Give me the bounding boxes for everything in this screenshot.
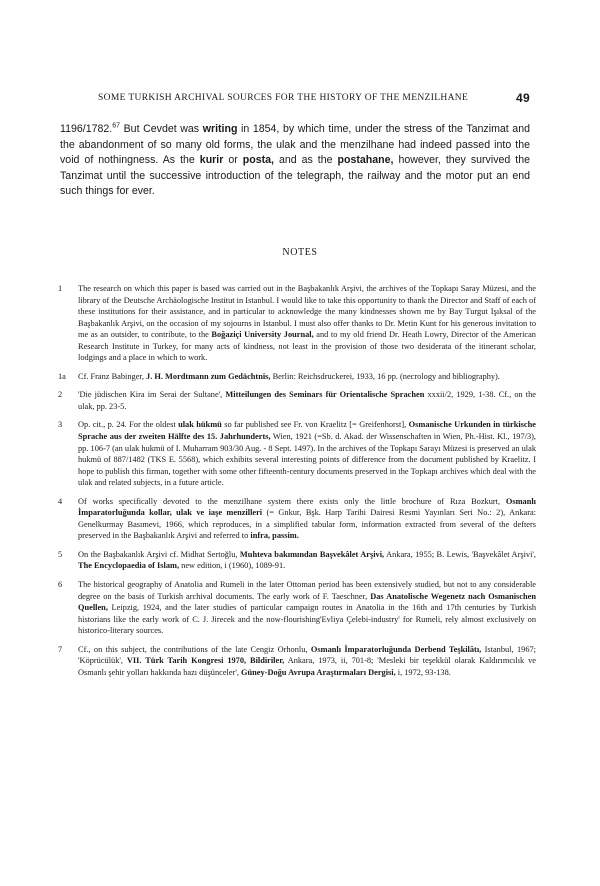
note-bold-title: ulak hükmü <box>178 420 222 430</box>
note-number: 6 <box>58 580 63 590</box>
note-bold-title: Das Anatolische Wegenetz nach Osmanischen Quellen, <box>78 591 536 613</box>
note-number: 7 <box>58 644 63 654</box>
note-text: xxxii/2, 1929, 1-38. Cf., on the ulak, pp. 23-5. <box>78 390 536 411</box>
note-text: Ankara, 1973, ii, 701-8; 'Mesleki bir teşekkül olarak Kaldırımcılık ve Osmanlı şehir yolları hakkında bazı düşünceler', <box>78 656 536 677</box>
note-text: so far published see Fr. von Kraelitz [= Greifenhorst], <box>221 420 409 430</box>
note-bold-title: Muhteva bakımından Başvekâlet Arşivi, <box>239 549 385 559</box>
note-text: Istanbul, 1967; 'Köprücülük', <box>78 644 536 666</box>
note-item <box>58 283 536 364</box>
note-text: Op. cit., p. 24. For the oldest <box>78 420 179 430</box>
footnote-ref: 67 <box>112 122 121 130</box>
note-text: Leipzig, 1924, and the later studies of particular campaign routes in Anatolia in the 16th and 17th centuries by Turkish historians like the early work of C. J. Jirecek and the now-flourishing'Evliya Çelebi-industry' for Rumeli, rely almost exclusively on historico-literary sources. <box>78 603 536 636</box>
note-number: 2 <box>58 390 63 400</box>
note-text: and to my old friend Dr. Heath Lowry, Director of the American Research Institute in Turkey, for many acts of kindness, not least in the provision of those two desiderata of the itinerant scholar, lodgings and a place in which to work. <box>78 330 536 363</box>
note-item <box>58 496 536 542</box>
notes-list <box>58 283 536 685</box>
bold-term: kurir <box>199 154 224 167</box>
note-text: Berlin: Reichsdruckerei, 1933, 16 pp. (necrology and bibliography). <box>270 371 500 381</box>
note-bold-title: Güney-Doğu Avrupa Araştırmaları Dergisi, <box>241 667 396 677</box>
note-text: 'Die jüdischen Kira im Serai der Sultane', <box>78 390 226 400</box>
bold-term: posta, <box>242 154 274 167</box>
note-number: 3 <box>58 420 63 430</box>
text-run: 1196/1782. <box>60 123 113 135</box>
note-text: Cf. Franz Babinger, <box>78 371 147 381</box>
note-text: Ankara, 1955; B. Lewis, 'Başvekâlet Arşivi', <box>384 549 536 559</box>
note-text: (= Gnkur, Bşk. Harp Tarihi Dairesi Resmi Yayınları Seri No.: 2), Ankara: Genelkurmay Basımevi, 1966, which reproduces, in a simplified tabular form, information extracted from several of the defters preserved in the Başbakanlık Arşivi and referred to <box>78 508 536 541</box>
note-item <box>58 579 536 637</box>
note-item <box>58 371 536 383</box>
note-bold-title: The Encyclopaedia of Islam, <box>78 561 180 571</box>
notes-heading: NOTES <box>282 247 318 258</box>
paragraph-text <box>60 122 530 200</box>
note-number: 1 <box>58 284 63 293</box>
note-bold-title: Osmanlı İmparatorluğunda kollar, ulak ve iaşe menzilleri <box>78 496 536 518</box>
text-run: and as the <box>273 154 338 167</box>
note-text: Wien, 1921 (=Sb. d. Akad. der Wissenschaften in Wien, Ph.-Hist. Kl., 197/3), pp. 106-7 (an ulak hukmü of I. Muharram 903/30 Aug. - 8 Sept. 1497). In the archives of the Topkapı Sarayı Müzesi is preserved an ulak hukmü of 887/1482 (TKS E. 5568), which exhibits several interesting points of difference from the document published by Kraelitz. I hope to publish this firman, together with some other fifteenth-century documents preserved in the Topkapı archives which deal with the ulak and related subjects, in a future article. <box>78 432 536 488</box>
note-text: Cf., on this subject, the contributions of the late Cengiz Orhonlu, <box>78 644 311 654</box>
bold-term: writing <box>202 123 238 135</box>
note-text: The research on which this paper is based was carried out in the Başbakanlık Arşivi, the archives of the Topkapı Saray Müzesi, and the library of the Deutsche Archäologische Institut in Istanbul. I would like to take this opportunity to thank the Director and Staff of each of these institutions for their assistance, and in particular to acknowledge the many kindnesses shown me by Bay Turgut Işıksal of the Başbakanlık Arşivi, on the occasion of my sojourns in Istanbul. I must also offer thanks to Dr. Metin Kunt for his generous invitation to me as an outsider, to contribute, to the <box>78 284 536 340</box>
note-text: i, 1972, 93-138. <box>395 667 451 677</box>
page-number: 49 <box>515 91 530 105</box>
note-text: The historical geography of Anatolia and Rumeli in the later Ottoman period has been extensively studied, but not to any considerable degree on the basis of Turkish archival documents. The early work of F. Taeschner, <box>78 580 536 601</box>
running-title: SOME TURKISH ARCHIVAL SOURCES FOR THE HISTORY OF THE MENZILHANE <box>98 93 469 103</box>
note-number: 5 <box>58 549 63 559</box>
note-text: new edition, i (1960), 1089-91. <box>179 561 286 571</box>
note-bold-title: Mitteilungen des Seminars für Orientalische Sprachen <box>225 390 425 400</box>
text-run: But Cevdet was <box>120 123 203 135</box>
text-run: in 1854, by which time, under the stress of the Tanzimat and the abandonment of so many old forms, the ulak and the menzilhane had indeed passed into the void of nothingness. As the <box>60 123 530 167</box>
text-run: or <box>223 154 243 167</box>
note-bold-title: infra, passim. <box>250 531 299 541</box>
note-bold-title: J. H. Mordtmann zum Gedächtnis, <box>146 371 271 381</box>
body-paragraph <box>60 122 530 200</box>
note-item <box>58 644 536 679</box>
note-number: 1a <box>58 371 66 381</box>
text-run: however, they survived the Tanzimat until the successive introduction of the telegraph, the railway and the motor put an end such things for ever. <box>60 154 530 198</box>
note-item <box>58 419 536 488</box>
note-item <box>58 389 536 412</box>
note-bold-title: VII. Türk Tarih Kongresi 1970, Bildiriler, <box>126 656 285 666</box>
note-number: 4 <box>58 496 63 506</box>
bold-term: postahane, <box>337 154 394 167</box>
note-bold-title: Boğaziçi University Journal, <box>211 330 314 340</box>
note-item <box>58 549 536 572</box>
note-bold-title: Osmanische Urkunden in türkische Sprache aus der zweiten Hälfte des 15. Jahrhunderts, <box>78 420 536 442</box>
note-text: On the Başbakanlık Arşivi cf. Midhat Sertoğlu, <box>78 549 240 559</box>
note-text: Of works specifically devoted to the menzilhane system there exists only the little brochure of Rıza Bozkurt, <box>78 496 506 506</box>
note-bold-title: Osmanlı İmparatorluğunda Derbend Teşkilâtı, <box>310 644 482 654</box>
running-header <box>60 91 530 107</box>
